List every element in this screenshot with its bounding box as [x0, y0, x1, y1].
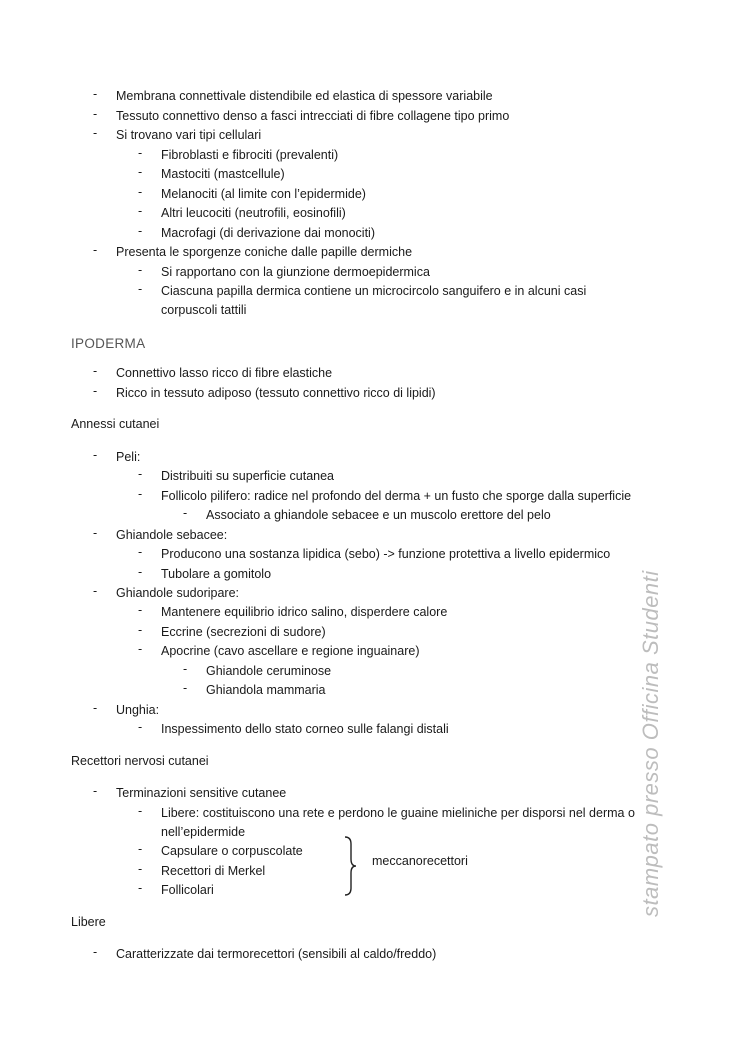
bullet-dash: - [138, 165, 143, 179]
bullet-dash: - [183, 681, 188, 695]
bullet-dash: - [138, 263, 143, 277]
list-item: Apocrine (cavo ascellare e regione inguainare) [161, 644, 420, 658]
section-heading-libere: Libere [71, 915, 106, 929]
list-item: Connettivo lasso ricco di fibre elastiche [116, 366, 333, 380]
list-item: Membrana connettivale distendibile ed elastica di spessore variabile [116, 89, 493, 103]
bullet-dash: - [93, 701, 98, 715]
bullet-dash: - [93, 87, 98, 101]
curly-brace-icon [341, 835, 359, 897]
bullet-dash: - [93, 384, 98, 398]
section-heading-ipoderma: IPODERMA [71, 336, 146, 351]
bullet-dash: - [93, 107, 98, 121]
bullet-dash: - [138, 545, 143, 559]
bullet-dash: - [93, 364, 98, 378]
bullet-dash: - [138, 881, 143, 895]
bullet-dash: - [138, 467, 143, 481]
list-item: Macrofagi (di derivazione dai monociti) [161, 226, 375, 240]
bullet-dash: - [138, 282, 143, 296]
list-item-continuation: corpuscoli tattili [161, 303, 247, 317]
list-item: Producono una sostanza lipidica (sebo) -> funzione protettiva a livello epidermico [161, 547, 611, 561]
list-item: Ghiandole ceruminose [206, 664, 332, 678]
list-item: Si rapportano con la giunzione dermoepidermica [161, 265, 430, 279]
list-item: Ghiandole sebacee: [116, 528, 228, 542]
bullet-dash: - [138, 804, 143, 818]
list-item: Unghia: [116, 703, 160, 717]
list-item: Follicolari [161, 883, 214, 897]
list-item: Ghiandola mammaria [206, 683, 326, 697]
list-item: Distribuiti su superficie cutanea [161, 469, 334, 483]
list-item: Capsulare o corpuscolate [161, 844, 303, 858]
bullet-dash: - [93, 945, 98, 959]
bullet-dash: - [138, 224, 143, 238]
section-heading-recettori: Recettori nervosi cutanei [71, 754, 209, 768]
bullet-dash: - [138, 842, 143, 856]
bullet-dash: - [138, 185, 143, 199]
bullet-dash: - [93, 448, 98, 462]
list-item: Melanociti (al limite con l’epidermide) [161, 187, 366, 201]
list-item: Inspessimento dello stato corneo sulle falangi distali [161, 722, 449, 736]
section-heading-annessi: Annessi cutanei [71, 417, 160, 431]
list-item: Follicolo pilifero: radice nel profondo del derma + un fusto che sporge dalla superficie [161, 489, 632, 503]
bullet-dash: - [93, 584, 98, 598]
list-item: Terminazioni sensitive cutanee [116, 786, 287, 800]
list-item: Recettori di Merkel [161, 864, 266, 878]
list-item: Si trovano vari tipi cellulari [116, 128, 262, 142]
bullet-dash: - [138, 642, 143, 656]
bullet-dash: - [138, 146, 143, 160]
list-item: Mantenere equilibrio idrico salino, disperdere calore [161, 605, 448, 619]
list-item: Caratterizzate dai termorecettori (sensibili al caldo/freddo) [116, 947, 437, 961]
list-item: Libere: costituiscono una rete e perdono le guaine mieliniche per disporsi nel derma o [161, 806, 635, 820]
bullet-dash: - [183, 662, 188, 676]
list-item: Presenta le sporgenze coniche dalle papille dermiche [116, 245, 413, 259]
bullet-dash: - [138, 204, 143, 218]
bullet-dash: - [138, 565, 143, 579]
list-item: Altri leucociti (neutrofili, eosinofili) [161, 206, 346, 220]
list-item: Ghiandole sudoripare: [116, 586, 239, 600]
bullet-dash: - [93, 784, 98, 798]
list-item-continuation: nell’epidermide [161, 825, 246, 839]
bullet-dash: - [138, 487, 143, 501]
list-item: Tubolare a gomitolo [161, 567, 272, 581]
bullet-dash: - [93, 126, 98, 140]
list-item: Ciascuna papilla dermica contiene un microcircolo sanguifero e in alcuni casi [161, 284, 587, 298]
list-item: Associato a ghiandole sebacee e un muscolo erettore del pelo [206, 508, 551, 522]
list-item: Fibroblasti e fibrociti (prevalenti) [161, 148, 339, 162]
list-item: Ricco in tessuto adiposo (tessuto connettivo ricco di lipidi) [116, 386, 436, 400]
bullet-dash: - [138, 623, 143, 637]
bullet-dash: - [138, 720, 143, 734]
bullet-dash: - [183, 506, 188, 520]
list-item: Mastociti (mastcellule) [161, 167, 285, 181]
bullet-dash: - [93, 526, 98, 540]
bullet-dash: - [138, 603, 143, 617]
list-item: Tessuto connettivo denso a fasci intrecciati di fibre collagene tipo primo [116, 109, 510, 123]
bullet-dash: - [138, 862, 143, 876]
brace-label: meccanorecettori [372, 854, 468, 868]
bullet-dash: - [93, 243, 98, 257]
list-item: Peli: [116, 450, 141, 464]
list-item: Eccrine (secrezioni di sudore) [161, 625, 326, 639]
watermark: stampato presso Officina Studenti [638, 570, 663, 917]
